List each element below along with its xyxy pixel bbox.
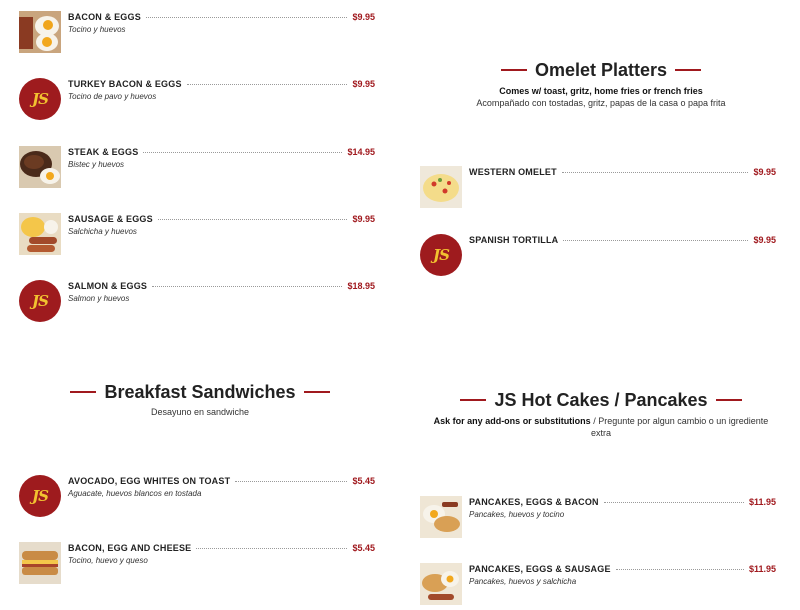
item-description: Salchicha y huevos <box>68 227 137 236</box>
item-name: BACON & EGGS <box>68 12 141 22</box>
item-name: SALMON & EGGS <box>68 281 148 291</box>
js-logo-icon: JS <box>420 234 462 276</box>
heading-rule <box>675 69 701 71</box>
menu-item[interactable] <box>19 146 375 188</box>
menu-item[interactable] <box>19 280 375 322</box>
item-price: $11.95 <box>748 564 776 574</box>
section-subtitle: Acompañado con tostadas, gritz, papas de la casa o papa frita <box>476 98 726 108</box>
menu-item[interactable] <box>19 213 375 255</box>
section-subtitle <box>430 415 772 439</box>
item-price: $11.95 <box>748 497 776 507</box>
item-name: AVOCADO, EGG WHITES ON TOAST <box>68 476 231 486</box>
dotted-leader <box>604 502 744 503</box>
menu-item[interactable] <box>420 166 776 208</box>
menu-item[interactable] <box>420 496 776 538</box>
item-description: Pancakes, huevos y tocino <box>469 510 565 519</box>
menu-item[interactable] <box>19 475 375 517</box>
item-price: $5.45 <box>352 476 375 486</box>
pancakes-sausage-photo <box>420 563 462 605</box>
item-price: $9.95 <box>352 79 375 89</box>
heading-rule <box>716 399 742 401</box>
section-title: Omelet Platters <box>534 59 668 80</box>
steak-eggs-photo <box>19 146 61 188</box>
item-price: $14.95 <box>347 147 375 157</box>
item-price: $9.95 <box>352 214 375 224</box>
dotted-leader <box>187 84 348 85</box>
heading-rule <box>460 399 486 401</box>
menu-item[interactable] <box>19 542 375 584</box>
section-heading-pancakes <box>420 388 782 412</box>
heading-rule <box>501 69 527 71</box>
item-price: $9.95 <box>352 12 375 22</box>
dotted-leader <box>235 481 347 482</box>
item-description: Pancakes, huevos y salchicha <box>469 577 577 586</box>
item-name: SAUSAGE & EGGS <box>68 214 153 224</box>
item-description: Tocino, huevo y queso <box>68 556 148 565</box>
pancakes-bacon-photo <box>420 496 462 538</box>
menu-item[interactable] <box>420 234 776 276</box>
dotted-leader <box>616 569 744 570</box>
dotted-leader <box>563 240 748 241</box>
item-description: Tocino y huevos <box>68 25 126 34</box>
item-description: Aguacate, huevos blancos en tostada <box>68 489 202 498</box>
item-price: $9.95 <box>753 235 776 245</box>
js-logo-icon: JS <box>19 78 61 120</box>
item-name: WESTERN OMELET <box>469 167 557 177</box>
section-heading-omelet <box>420 58 782 82</box>
item-name: PANCAKES, EGGS & SAUSAGE <box>469 564 611 574</box>
heading-rule <box>70 391 96 393</box>
item-name: STEAK & EGGS <box>68 147 139 157</box>
subtitle-regular: / Pregunte por algun cambio o un igrediente extra <box>590 416 769 438</box>
item-name: BACON, EGG AND CHEESE <box>68 543 192 553</box>
section-subtitle: Desayuno en sandwiche <box>150 407 250 417</box>
item-name: SPANISH TORTILLA <box>469 235 559 245</box>
eggs-section <box>0 0 400 310</box>
dotted-leader <box>562 172 749 173</box>
js-logo-icon: JS <box>19 475 61 517</box>
dotted-leader <box>143 152 342 153</box>
section-title: JS Hot Cakes / Pancakes <box>494 389 708 410</box>
section-subtitle-bold: Comes w/ toast, gritz, home fries or french fries <box>499 86 703 96</box>
section-heading-sandwiches <box>19 380 381 404</box>
js-logo-icon: JS <box>19 280 61 322</box>
item-name: TURKEY BACON & EGGS <box>68 79 182 89</box>
bacon-eggs-photo <box>19 11 61 53</box>
menu-item[interactable] <box>19 11 375 53</box>
dotted-leader <box>158 219 348 220</box>
item-price: $5.45 <box>352 543 375 553</box>
sausage-eggs-photo <box>19 213 61 255</box>
section-title: Breakfast Sandwiches <box>104 381 296 402</box>
item-description: Tocino de pavo y huevos <box>68 92 157 101</box>
item-name: PANCAKES, EGGS & BACON <box>469 497 599 507</box>
item-price: $9.95 <box>753 167 776 177</box>
dotted-leader <box>146 17 348 18</box>
item-description: Salmon y huevos <box>68 294 130 303</box>
heading-rule <box>304 391 330 393</box>
item-description: Bistec y huevos <box>68 160 125 169</box>
subtitle-bold: Ask for any add-ons or substitutions <box>433 416 591 426</box>
item-price: $18.95 <box>347 281 375 291</box>
dotted-leader <box>196 548 347 549</box>
omelet-photo <box>420 166 462 208</box>
dotted-leader <box>152 286 342 287</box>
menu-item[interactable] <box>420 563 776 605</box>
menu-item[interactable] <box>19 78 375 120</box>
sandwich-photo <box>19 542 61 584</box>
